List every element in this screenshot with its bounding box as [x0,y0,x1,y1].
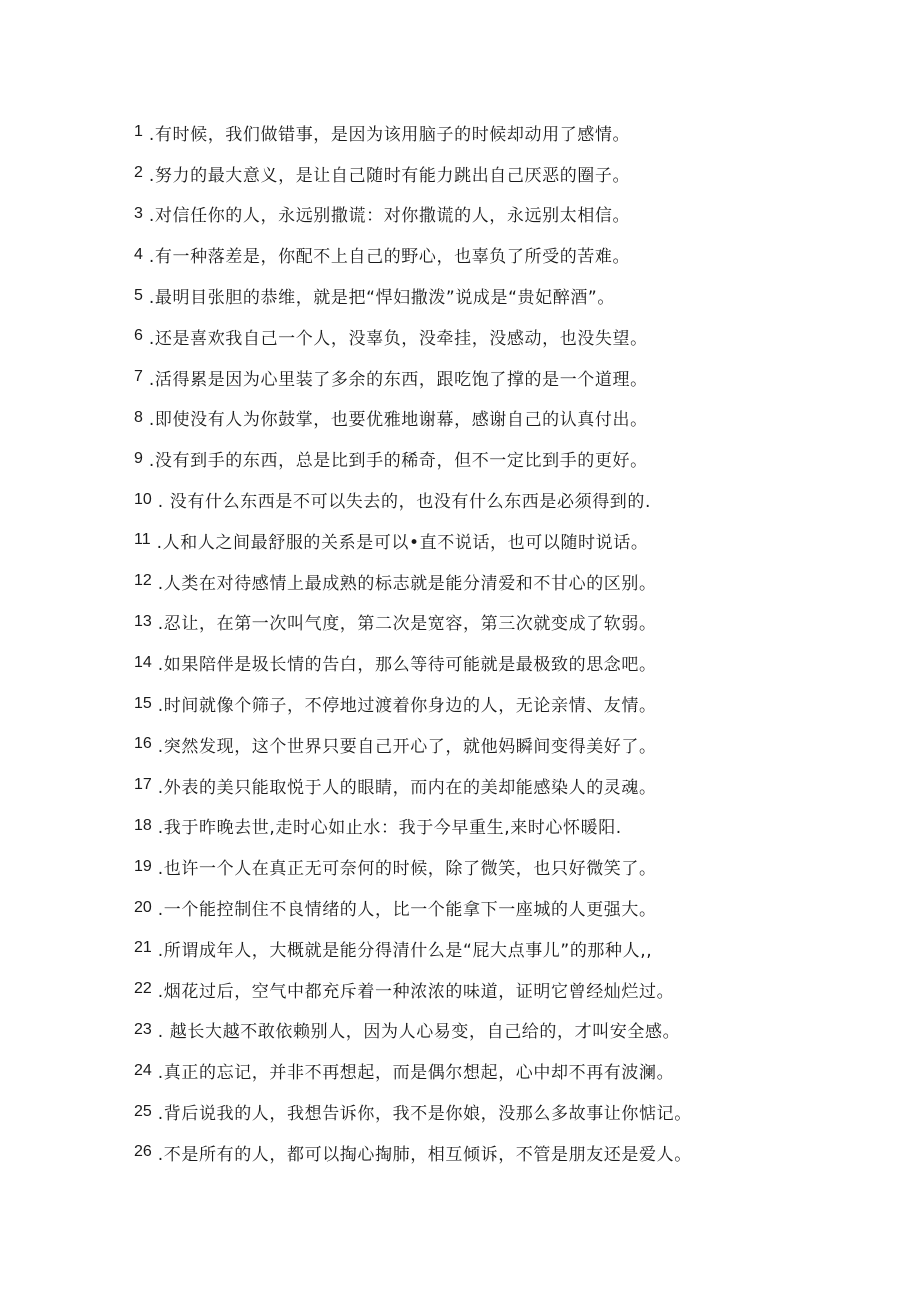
item-text: .时间就像个筛子，不停地过渡着你身边的人，无论亲情、友情。 [157,696,657,717]
item-text: .烟花过后，空气中都充斥着一种浓浓的味道，证明它曾经灿烂过。 [157,981,675,1002]
item-number: 23 [134,1020,152,1038]
list-item [134,194,854,235]
item-number: 17 [134,776,152,794]
list-item [134,724,854,765]
list-item [134,398,854,439]
list-item [134,806,854,847]
item-number: 4 [134,245,143,263]
item-number: 25 [134,1102,152,1120]
list-item [134,969,854,1010]
item-text: .有一种落差是，你配不上自己的野心，也辜负了所受的苦难。 [148,247,631,268]
item-number: 6 [134,327,143,345]
item-text: .最明目张胆的恭维，就是把“悍妇撒泼”说成是“贵妃醉酒”。 [148,288,615,309]
item-number: 15 [134,694,152,712]
item-text: .努力的最大意义，是让自己随时有能力跳出自己厌恶的圈子。 [148,165,631,186]
item-text: .活得累是因为心里装了多余的东西，跟吃饱了撑的是一个道理。 [148,369,648,390]
item-text: .还是喜欢我自己一个人，没辜负，没牵挂，没感动，也没失望。 [148,328,648,349]
item-number: 26 [134,1143,152,1161]
list-item [134,479,854,520]
item-text: .也许一个人在真正无可奈何的时候，除了微笑，也只好微笑了。 [157,859,657,880]
item-number: 13 [134,612,152,630]
list-item [134,316,854,357]
item-number: 8 [134,408,143,426]
list-item [134,1010,854,1051]
item-number: 1 [134,123,143,141]
item-number: 16 [134,735,152,753]
list-item [134,520,854,561]
item-number: 7 [134,368,143,386]
item-number: 24 [134,1061,152,1079]
item-number: 10 [134,490,152,508]
item-text: .不是所有的人，都可以掏心掏肺，相互倾诉，不管是朋友还是爱人。 [157,1144,692,1165]
list-item [134,887,854,928]
item-text: .人类在对待感情上最成熟的标志就是能分清爱和不甘心的区别。 [157,573,657,594]
item-number: 2 [134,164,143,182]
list-item [134,602,854,643]
item-number: 18 [134,816,152,834]
item-text: .突然发现，这个世界只要自己开心了，就他妈瞬间变得美好了。 [157,736,657,757]
list-item [134,561,854,602]
item-text: . 没有什么东西是不可以失去的，也没有什么东西是必须得到的. [157,492,652,513]
item-number: 5 [134,286,143,304]
list-item [134,683,854,724]
list-item [134,928,854,969]
list-item [134,112,854,153]
item-number: 19 [134,857,152,875]
list-item [134,1050,854,1091]
item-text: .背后说我的人，我想告诉你，我不是你娘，没那么多故事让你惦记。 [157,1104,692,1125]
item-number: 9 [134,449,143,467]
item-text: .外表的美只能取悦于人的眼睛，而内在的美却能感染人的灵魂。 [157,777,657,798]
list-item [134,275,854,316]
item-text: . 越长大越不敢依赖别人，因为人心易变，自己给的，才叫安全感。 [157,1022,681,1043]
item-text: .所谓成年人，大概就是能分得清什么是“屁大点事儿”的那种人,, [157,940,653,961]
list-item [134,153,854,194]
list-item [134,357,854,398]
item-text: .对信任你的人，永远别撒谎：对你撒谎的人，永远别太相信。 [148,206,631,227]
item-number: 21 [134,939,152,957]
list-item [134,1091,854,1132]
item-text: .有时候，我们做错事，是因为该用脑子的时候却动用了感情。 [148,124,631,145]
item-number: 3 [134,204,143,222]
list-item [134,846,854,887]
item-text: .没有到手的东西，总是比到手的稀奇，但不一定比到手的更好。 [148,451,648,472]
list-item [134,1132,854,1173]
item-text: .忍让，在第一次叫气度，第二次是宽容，第三次就变成了软弱。 [157,614,657,635]
item-number: 20 [134,898,152,916]
item-text: .真正的忘记，并非不再想起，而是偶尔想起，心中却不再有波澜。 [157,1063,675,1084]
list-item [134,438,854,479]
item-text: .一个能控制住不良情绪的人，比一个能拿下一座城的人更强大。 [157,900,657,921]
item-number: 12 [134,572,152,590]
item-text: .即使没有人为你鼓掌，也要优雅地谢幕，感谢自己的认真付出。 [148,410,648,431]
item-text: .如果陪伴是圾长情的告白，那么等待可能就是最极致的思念吧。 [157,655,657,676]
quote-list [134,112,854,1173]
item-number: 22 [134,980,152,998]
list-item [134,765,854,806]
item-number: 11 [134,531,151,549]
item-text: .我于昨晚去世,走时心如止水：我于今早重生,来时心怀暖阳. [157,818,622,839]
list-item [134,642,854,683]
item-number: 14 [134,653,152,671]
list-item [134,234,854,275]
item-text: .人和人之间最舒服的关系是可以•直不说话，也可以随时说话。 [156,532,649,553]
